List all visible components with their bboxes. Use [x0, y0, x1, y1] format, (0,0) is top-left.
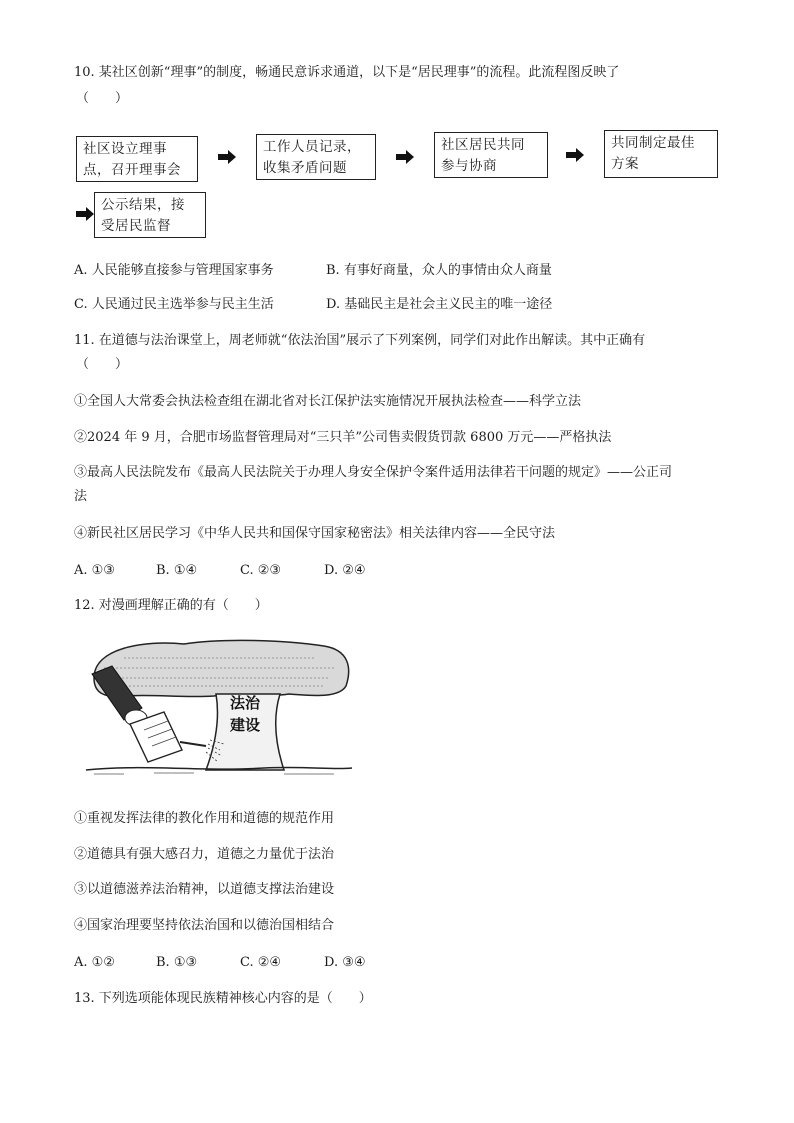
q11-option-a[interactable]: A. ①③: [74, 563, 115, 578]
q11-item-3-cont: 法: [74, 489, 88, 504]
q11-item-4: ④新民社区居民学习《中华人民共和国保守国家秘密法》相关法律内容——全民守法: [74, 526, 556, 541]
flow-step-5: 公示结果，接 受居民监督: [94, 192, 206, 238]
q12-item-2: ②道德具有强大感召力，道德之力量优于法治: [74, 847, 335, 862]
q12-option-b[interactable]: B. ①③: [156, 955, 198, 970]
flow-step-2: 工作人员记录， 收集矛盾问题: [256, 134, 376, 180]
arrow-right-icon: [76, 207, 96, 221]
arrow-right-icon: [566, 148, 586, 162]
q12-option-d[interactable]: D. ③④: [324, 955, 366, 970]
q11-option-b[interactable]: B. ①④: [156, 563, 198, 578]
q10-stem: 10. 某社区创新“理事”的制度，畅通民意诉求通道，以下是“居民理事”的流程。此流程图反映了: [74, 65, 620, 80]
trunk-label-1: 法治: [230, 694, 261, 712]
q10-answer-paren: （ ）: [76, 91, 129, 106]
arrow-right-icon: [218, 150, 238, 164]
rule-of-law-cartoon: [84, 638, 354, 778]
q11-item-1: ①全国人大常委会执法检查组在湖北省对长江保护法实施情况开展执法检查——科学立法: [74, 394, 582, 409]
q12-item-4: ④国家治理要坚持依法治国和以德治国相结合: [74, 918, 335, 933]
trunk-label-2: 建设: [230, 716, 261, 734]
q12-item-3: ③以道德滋养法治精神，以道德支撑法治建设: [74, 882, 335, 897]
q10-option-d[interactable]: D. 基础民主是社会主义民主的唯一途径: [326, 297, 553, 312]
q11-option-c[interactable]: C. ②③: [240, 563, 282, 578]
q11-item-2: ②2024 年 9 月，合肥市场监督管理局对“三只羊”公司售卖假货罚款 6800 万元——严格执法: [74, 430, 612, 445]
q10-option-c[interactable]: C. 人民通过民主选举参与民主生活: [74, 297, 274, 312]
q11-answer-paren: （ ）: [76, 357, 129, 372]
flow-step-3: 社区居民共同 参与协商: [434, 132, 548, 178]
flow-step-1: 社区设立理事 点，召开理事会: [76, 136, 198, 182]
q12-option-a[interactable]: A. ①②: [74, 955, 115, 970]
q10-option-b[interactable]: B. 有事好商量，众人的事情由众人商量: [326, 263, 552, 278]
q11-item-3: ③最高人民法院发布《最高人民法院关于办理人身安全保护令案件适用法律若干问题的规定》——公正司: [74, 465, 673, 480]
arrow-right-icon: [396, 150, 416, 164]
q12-option-c[interactable]: C. ②④: [240, 955, 282, 970]
q12-stem: 12. 对漫画理解正确的有（ ）: [74, 598, 268, 613]
flow-step-4: 共同制定最佳 方案: [604, 130, 718, 178]
q10-option-a[interactable]: A. 人民能够直接参与管理国家事务: [74, 263, 274, 278]
q13-stem: 13. 下列选项能体现民族精神核心内容的是（ ）: [74, 991, 372, 1006]
q11-stem: 11. 在道德与法治课堂上，周老师就“依法治国”展示了下列案例，同学们对此作出解读。其中正确有: [74, 333, 646, 348]
q11-option-d[interactable]: D. ②④: [324, 563, 366, 578]
q12-item-1: ①重视发挥法律的教化作用和道德的规范作用: [74, 811, 335, 826]
